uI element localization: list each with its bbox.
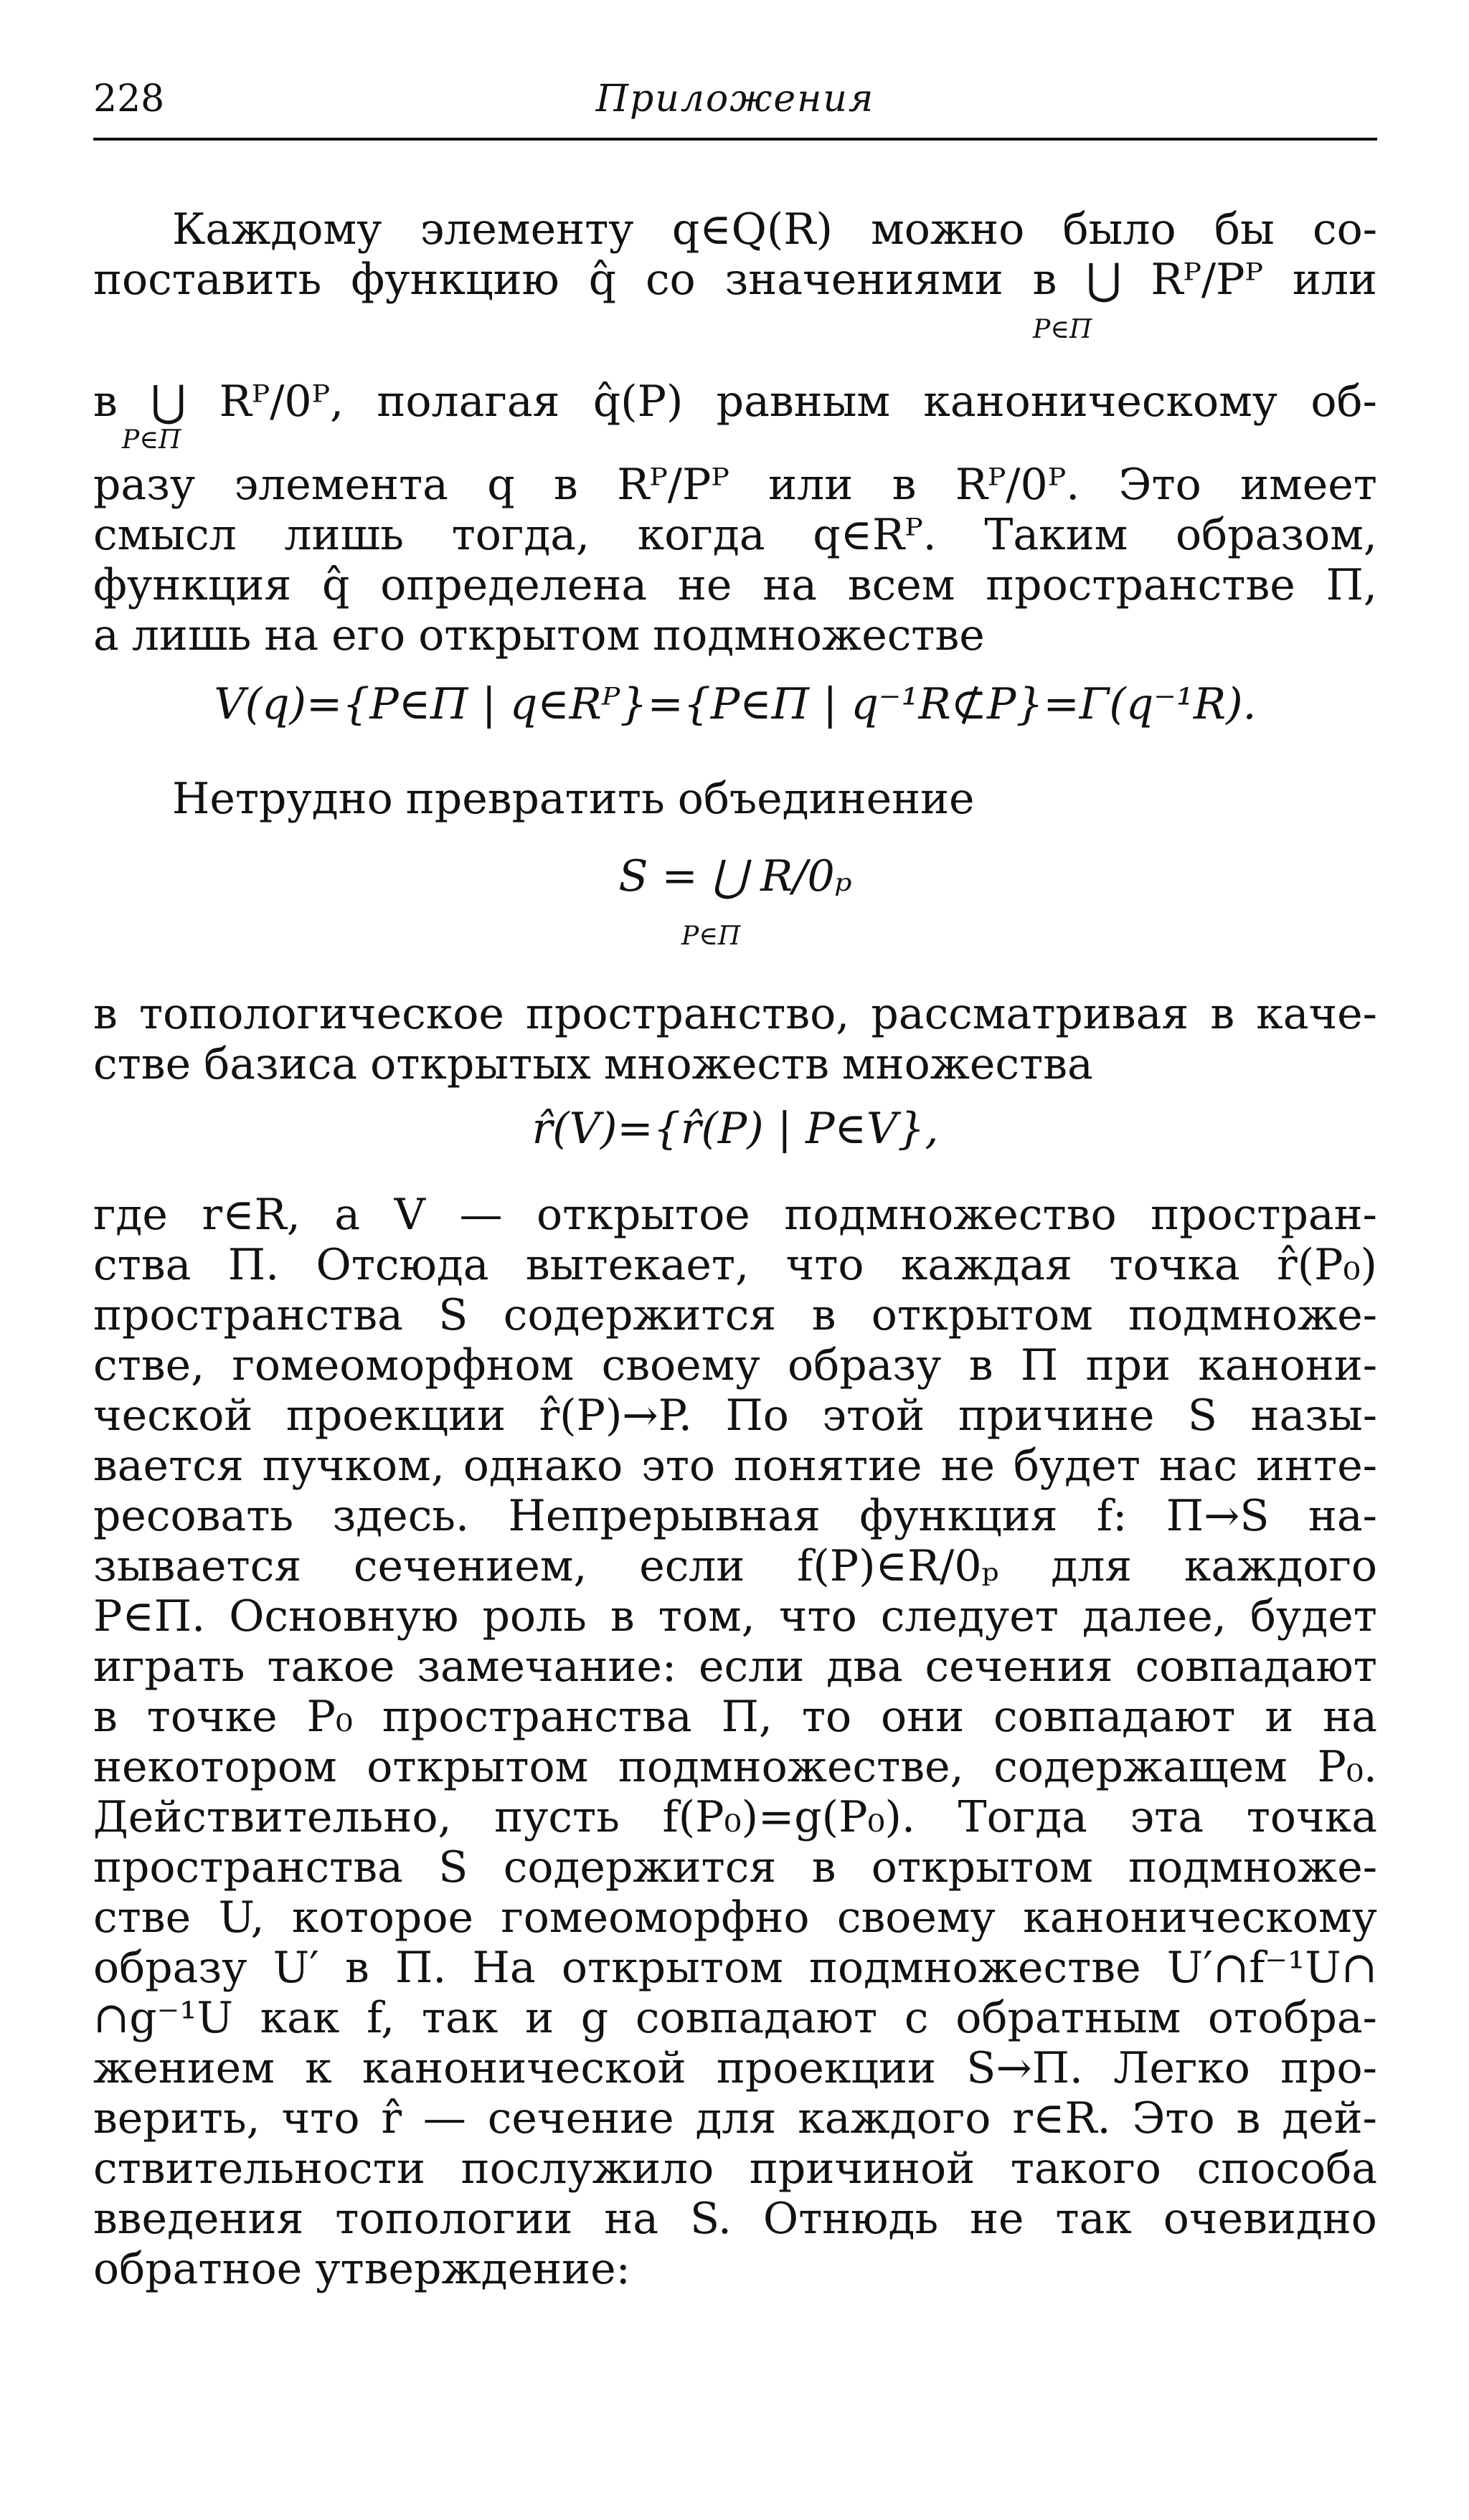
word: Отсюда	[316, 1240, 489, 1290]
word: каждого	[1184, 1541, 1377, 1591]
word: на	[762, 560, 817, 610]
word: в	[610, 1591, 635, 1642]
word: проекции	[716, 2043, 936, 2093]
word: послужило	[460, 2144, 714, 2194]
word: когда	[637, 510, 765, 560]
text-line	[93, 1241, 1377, 1289]
word: всем	[847, 560, 955, 610]
word: q̂	[322, 560, 350, 610]
word: Π,	[721, 1692, 773, 1742]
word: канони-	[1198, 1340, 1377, 1391]
word: отобра-	[1207, 1993, 1377, 2043]
word: простран-	[1151, 1190, 1377, 1240]
word: будет	[1250, 1591, 1377, 1642]
word: точка	[1246, 1792, 1377, 1842]
word: стве	[93, 1039, 192, 1089]
word: то	[801, 1692, 852, 1742]
word: S.	[689, 2194, 732, 2244]
word: Непрерывная	[508, 1491, 821, 1541]
word: полагая	[377, 376, 560, 427]
word: пучком,	[262, 1441, 445, 1491]
word: содержащем	[993, 1742, 1288, 1792]
word: про-	[1280, 2043, 1377, 2093]
word: Легко	[1113, 2043, 1250, 2093]
union-subscript: P∈Π	[681, 922, 741, 951]
word: имеет	[1240, 460, 1377, 510]
word: или	[1292, 255, 1377, 305]
union-subscript: P∈Π	[1033, 315, 1092, 344]
word: введения	[93, 2194, 304, 2244]
word: утверждение:	[315, 2244, 630, 2294]
word: не	[940, 1441, 995, 1491]
word: его	[331, 610, 406, 660]
word: в	[1032, 255, 1057, 305]
word: не	[677, 560, 732, 610]
word: каждая	[900, 1240, 1072, 1290]
word: функцию	[351, 255, 559, 305]
word: назы-	[1250, 1391, 1377, 1441]
text-line	[93, 255, 1377, 304]
word: такого	[1010, 2144, 1161, 2194]
word: роль	[482, 1591, 587, 1642]
text-line	[93, 1542, 1377, 1591]
word: ческой	[93, 1391, 253, 1441]
word: или	[768, 460, 854, 510]
display-formula: r̂(V)={r̂(P) | P∈V},	[532, 1104, 939, 1154]
word: g	[580, 1993, 609, 2043]
word: что	[778, 1591, 857, 1642]
word: своему	[836, 1893, 996, 1943]
word: обратное	[93, 2244, 303, 2294]
word: том,	[658, 1591, 755, 1642]
text-line	[172, 775, 1377, 823]
word: значениями	[724, 255, 1003, 305]
word: в	[968, 1340, 993, 1391]
word: Rᴾ/0ᴾ.	[955, 460, 1080, 510]
word: в	[1210, 989, 1235, 1039]
word: будет	[1013, 1441, 1140, 1491]
word: совпадают	[1135, 1642, 1377, 1692]
text-line	[93, 611, 1377, 660]
word: пространства	[93, 1842, 403, 1893]
word: образом,	[1175, 510, 1377, 560]
word: q	[487, 460, 515, 510]
word: r̂(P)→P.	[539, 1391, 692, 1441]
word: рассматривая	[871, 989, 1189, 1039]
page-number: 228	[93, 77, 165, 120]
word: в	[93, 989, 118, 1039]
word: замечание:	[417, 1642, 677, 1692]
word: своему	[601, 1340, 760, 1391]
word: ства	[93, 1240, 192, 1290]
word: понятие	[733, 1441, 922, 1491]
word: на	[1323, 1692, 1377, 1742]
word: пространство,	[526, 989, 850, 1039]
text-line	[93, 1040, 1377, 1089]
word: Таким	[984, 510, 1128, 560]
word: вытекает,	[525, 1240, 750, 1290]
word: совпадают	[993, 1692, 1236, 1742]
text-line	[93, 2144, 1377, 2193]
word: подмножестве	[653, 610, 985, 660]
word: если	[639, 1541, 745, 1591]
word: топологическое	[138, 989, 504, 1039]
word: q̂	[588, 255, 617, 305]
word: Основную	[229, 1591, 459, 1642]
word: лишь	[284, 510, 404, 560]
word: Отнюдь	[762, 2194, 939, 2244]
text-line	[93, 1492, 1377, 1540]
word: с	[904, 1993, 929, 2043]
text-line	[93, 2245, 1377, 2293]
word: На	[472, 1943, 536, 1993]
word: в	[554, 460, 578, 510]
word: U′	[273, 1943, 319, 1993]
word: следует	[880, 1591, 1059, 1642]
word: элемента	[234, 460, 448, 510]
word: подмножестве,	[618, 1742, 964, 1792]
text-line	[93, 1743, 1377, 1791]
word: объединение	[677, 774, 975, 824]
word: для	[695, 2093, 777, 2144]
word: зывается	[93, 1541, 302, 1591]
word: точке	[146, 1692, 278, 1742]
word: V	[394, 1190, 425, 1240]
word: здесь.	[332, 1491, 470, 1541]
text-line	[93, 2094, 1377, 2143]
word: ∩g⁻¹U	[93, 1993, 233, 2043]
word: которое	[291, 1893, 473, 1943]
word: канонической	[362, 2043, 686, 2093]
word: к	[305, 2043, 332, 2093]
word: можно	[871, 204, 1025, 255]
word: Действительно,	[93, 1792, 452, 1842]
word: в	[345, 1943, 369, 1993]
text-line	[93, 1943, 1377, 1992]
word: со-	[1312, 204, 1377, 255]
word: —	[459, 1190, 503, 1240]
word: как	[260, 1993, 340, 2043]
word: в	[93, 1692, 118, 1742]
word: S	[438, 1290, 468, 1340]
word: f,	[367, 1993, 395, 2043]
word: открытом	[561, 1943, 783, 1993]
word: каче-	[1256, 989, 1377, 1039]
word: q̂(P)	[592, 376, 684, 427]
word: f(P₀)=g(P₀).	[662, 1792, 915, 1842]
word: S→Π.	[966, 2043, 1084, 2093]
word: Π,	[1326, 560, 1377, 610]
word: на	[264, 610, 319, 660]
word: Rᴾ/Pᴾ	[617, 460, 729, 510]
word: верить,	[93, 2093, 260, 2144]
word: инте-	[1256, 1441, 1377, 1491]
text-line	[93, 1291, 1377, 1340]
text-line	[93, 460, 1377, 509]
word: где	[93, 1190, 168, 1240]
word: причине	[958, 1391, 1155, 1441]
word: открытых	[370, 1039, 591, 1089]
word: обратным	[955, 1993, 1181, 2043]
word: далее,	[1082, 1591, 1227, 1642]
text-line	[93, 1592, 1377, 1641]
word: пусть	[494, 1792, 620, 1842]
word: играть	[93, 1642, 245, 1692]
text-line	[93, 1692, 1377, 1741]
word: было	[1062, 204, 1176, 255]
word: нас	[1158, 1441, 1238, 1491]
word: на	[604, 2194, 659, 2244]
word: U,	[218, 1893, 265, 1943]
word: однако	[463, 1441, 623, 1491]
text-line	[93, 2194, 1377, 2243]
word: ⋃	[151, 376, 186, 427]
word: некотором	[93, 1742, 337, 1792]
word: что	[281, 2093, 360, 2144]
word: жением	[93, 2043, 275, 2093]
text-line	[93, 1793, 1377, 1842]
word: элементу	[420, 204, 634, 255]
word: смысл	[93, 510, 237, 560]
word: лишь	[131, 610, 252, 660]
section-title: Приложения	[595, 77, 875, 120]
text-line	[93, 1441, 1377, 1490]
word: P₀.	[1317, 1742, 1377, 1792]
word: стве,	[93, 1340, 205, 1391]
word: гомеоморфном	[232, 1340, 575, 1391]
word: что	[785, 1240, 864, 1290]
word: P∈Π.	[93, 1591, 206, 1642]
word: так	[1055, 2194, 1132, 2244]
header-rule	[93, 138, 1377, 141]
display-formula: V(q)={P∈Π | q∈Rᴾ}={P∈Π | q⁻¹R⊄P}=Γ(q⁻¹R).	[214, 679, 1257, 729]
word: топологии	[335, 2194, 573, 2244]
word: определена	[380, 560, 648, 610]
display-formula: S = ⋃ R/0ₚ	[618, 851, 852, 901]
word: —	[422, 2093, 466, 2144]
word: S	[1187, 1391, 1217, 1441]
word: такое	[267, 1642, 395, 1692]
word: q∈Rᴾ.	[813, 510, 937, 560]
running-head	[93, 63, 1377, 120]
text-line	[93, 1642, 1377, 1691]
word: множеств	[603, 1039, 829, 1089]
word: совпадают	[635, 1993, 878, 2043]
word: этой	[822, 1391, 925, 1441]
word: образу	[93, 1943, 247, 1993]
word: S	[438, 1842, 468, 1893]
word: P₀	[306, 1692, 353, 1742]
word: ресовать	[93, 1491, 294, 1541]
word: они	[881, 1692, 965, 1742]
word: и	[1265, 1692, 1294, 1742]
text-line	[93, 511, 1377, 559]
word: Π.	[395, 1943, 447, 1993]
text-line	[93, 377, 1377, 426]
text-line	[93, 561, 1377, 610]
word: подмноже-	[1128, 1842, 1377, 1893]
word: пространстве	[986, 560, 1295, 610]
word: а	[334, 1190, 361, 1240]
word: По	[725, 1391, 789, 1441]
word: дей-	[1282, 2093, 1377, 2144]
word: Π→S	[1166, 1491, 1270, 1541]
word: гомеоморфно	[501, 1893, 810, 1943]
word: тогда,	[451, 510, 590, 560]
word: подмножестве	[808, 1943, 1141, 1993]
word: причиной	[749, 2144, 976, 2194]
text-line	[93, 1190, 1377, 1239]
word: Это	[1132, 2093, 1215, 2144]
word: на-	[1308, 1491, 1377, 1541]
word: а	[93, 610, 119, 660]
word: в	[811, 1842, 836, 1893]
word: каноническому	[923, 376, 1278, 427]
word: стве	[93, 1893, 192, 1943]
word: открытом	[418, 610, 641, 660]
word: Π	[1020, 1340, 1059, 1391]
word: разу	[93, 460, 196, 510]
word: ⋃	[1086, 255, 1122, 305]
word: каноническому	[1023, 1893, 1377, 1943]
word: открытом	[871, 1842, 1093, 1893]
word: сечение	[487, 2093, 674, 2144]
word: Rᴾ/Pᴾ	[1151, 255, 1263, 305]
word: содержится	[503, 1842, 777, 1893]
word: и	[525, 1993, 554, 2043]
word: для	[1051, 1541, 1133, 1591]
word: открытом	[871, 1290, 1093, 1340]
word: образу	[788, 1340, 942, 1391]
word: ствительности	[93, 2144, 425, 2194]
word: подмноже-	[1128, 1290, 1377, 1340]
word: Rᴾ/0ᴾ,	[219, 376, 344, 427]
union-subscript: P∈Π	[122, 425, 181, 455]
word: об-	[1310, 376, 1377, 427]
word: базиса	[204, 1039, 358, 1089]
word: равным	[716, 376, 891, 427]
word: проекции	[285, 1391, 506, 1441]
text-line	[93, 1994, 1377, 2042]
word: r∈R,	[202, 1190, 301, 1240]
word: Π.	[227, 1240, 280, 1290]
word: r∈R.	[1012, 2093, 1111, 2144]
word: со	[645, 255, 696, 305]
word: сечения	[925, 1642, 1113, 1692]
word: в	[93, 376, 118, 427]
word: превратить	[405, 774, 665, 824]
word: пространства	[93, 1290, 403, 1340]
word: функция	[859, 1491, 1058, 1541]
word: r̂(P₀)	[1277, 1240, 1377, 1290]
word: если	[699, 1642, 805, 1692]
text-line	[172, 205, 1377, 254]
word: множества	[841, 1039, 1093, 1089]
word: каждого	[798, 2093, 991, 2144]
word: в	[1236, 2093, 1261, 2144]
word: так	[421, 1993, 499, 2043]
word: q∈Q(R)	[671, 204, 833, 255]
text-line	[93, 990, 1377, 1038]
text-line	[93, 1391, 1377, 1440]
word: f:	[1096, 1491, 1128, 1541]
word: сечением,	[353, 1541, 587, 1591]
text-line	[93, 1341, 1377, 1390]
word: Каждому	[172, 204, 382, 255]
word: очевидно	[1163, 2194, 1377, 2244]
word: точка	[1109, 1240, 1240, 1290]
word: Тогда	[958, 1792, 1087, 1842]
word: не	[970, 2194, 1024, 2244]
text-line	[93, 1893, 1377, 1942]
word: открытое	[537, 1190, 750, 1240]
word: открытом	[367, 1742, 589, 1792]
word: при	[1085, 1340, 1171, 1391]
word: эта	[1130, 1792, 1204, 1842]
word: в	[811, 1290, 836, 1340]
word: два	[826, 1642, 903, 1692]
text-line	[93, 1843, 1377, 1892]
word: U′∩f⁻¹U∩	[1166, 1943, 1377, 1993]
word: Нетрудно	[172, 774, 393, 824]
word: в	[892, 460, 917, 510]
word: функция	[93, 560, 292, 610]
word: r̂	[381, 2093, 402, 2144]
word: вается	[93, 1441, 244, 1491]
word: f(P)∈R/0ₚ	[797, 1541, 999, 1591]
word: Это	[1118, 460, 1201, 510]
word: подмножество	[784, 1190, 1117, 1240]
word: способа	[1196, 2144, 1377, 2194]
word: бы	[1214, 204, 1275, 255]
word: пространства	[382, 1692, 692, 1742]
word: содержится	[503, 1290, 777, 1340]
text-line	[93, 2044, 1377, 2093]
word: это	[641, 1441, 716, 1491]
word: поставить	[93, 255, 322, 305]
